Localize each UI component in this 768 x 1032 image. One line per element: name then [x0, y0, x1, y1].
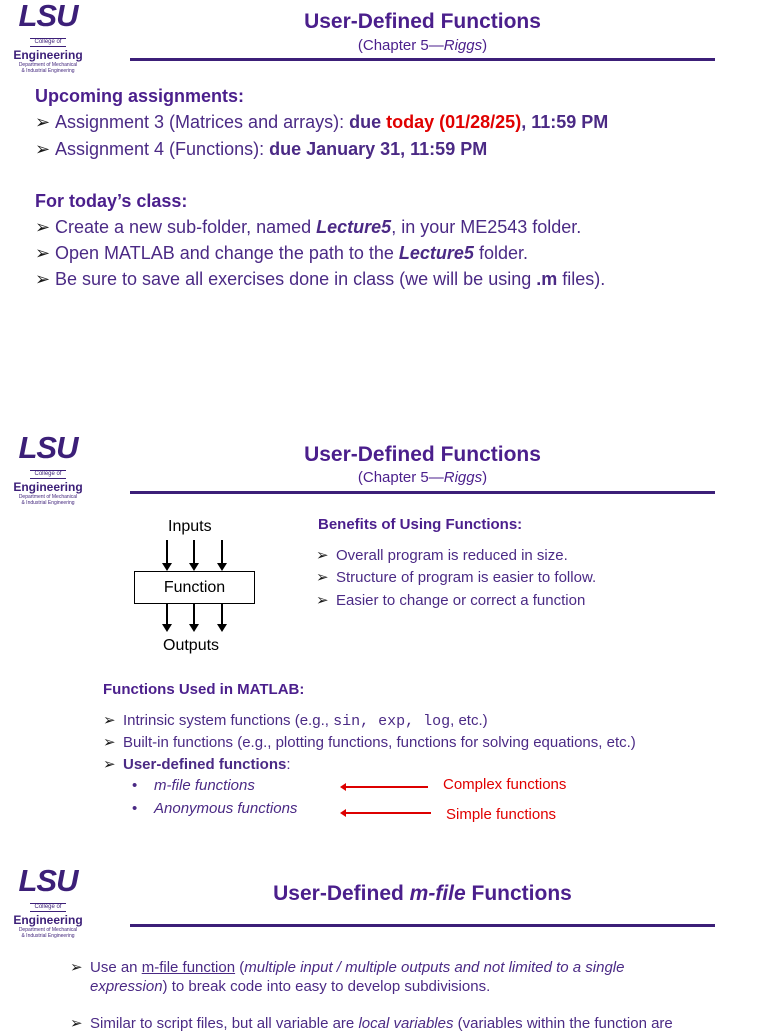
dot-bullet-icon: •: [132, 777, 138, 794]
output-arrow-2: [193, 604, 195, 626]
slide3-rule: [130, 924, 715, 927]
logo-lsu: LSU: [18, 0, 78, 33]
used-item-intrinsic: ➢ Intrinsic system functions (e.g., sin, exp, log, etc.): [103, 712, 488, 730]
slide3-bullet-1: ➢ Use an m-file function (multiple input / multiple outputs and not limited to a single expression) to break code into easy to develop subdivisions.: [70, 959, 625, 995]
lsu-logo: LSU College of Engineering Department of Mechanical & Industrial Engineering: [13, 863, 83, 939]
diagram-outputs-label: Outputs: [163, 637, 220, 654]
note-simple: Simple functions: [446, 806, 557, 823]
arrow-bullet-icon: ➢: [316, 569, 329, 586]
sub-item-anonymous: • Anonymous functions: [132, 800, 298, 817]
output-arrow-3: [221, 604, 223, 626]
today-item-2: ➢ Open MATLAB and change the path to the Lecture5 folder.: [35, 243, 528, 263]
used-heading: Functions Used in MATLAB:: [103, 681, 305, 698]
assignment-3-item: ➢ Assignment 3 (Matrices and arrays): due today (01/28/25), 11:59 PM: [35, 112, 609, 132]
slide1-title: User-Defined Functions: [304, 10, 541, 33]
input-arrow-3: [221, 540, 223, 565]
arrow-bullet-icon: ➢: [316, 547, 329, 564]
subtitle-pre: (Chapter 5—: [357, 37, 444, 54]
subtitle-post: ): [482, 37, 488, 54]
red-arrow-left-icon: [345, 812, 431, 814]
arrow-bullet-icon: ➢: [103, 734, 116, 751]
arrow-bullet-icon: ➢: [35, 139, 51, 159]
benefit-item: ➢ Structure of program is easier to follow.: [316, 569, 597, 586]
lsu-logo: [10, 2, 86, 74]
assignment-4-item: ➢ Assignment 4 (Functions): due January 31, 11:59 PM: [35, 139, 488, 159]
arrow-bullet-icon: ➢: [35, 112, 51, 132]
output-arrow-1: [166, 604, 168, 626]
today-item-1: ➢ Create a new sub-folder, named Lecture5, in your ME2543 folder.: [35, 217, 582, 237]
slide1-subtitle: [130, 37, 715, 54]
arrow-bullet-icon: ➢: [70, 959, 83, 976]
upcoming-heading: Upcoming assignments:: [35, 86, 245, 106]
lsu-logo: LSU College of Engineering Department of Mechanical & Industrial Engineering: [13, 430, 83, 506]
arrow-bullet-icon: ➢: [103, 756, 116, 773]
note-complex: Complex functions: [443, 776, 567, 793]
slide2-title: User-Defined Functions: [304, 443, 541, 466]
logo-dept-1: Department of Mechanical: [18, 62, 78, 68]
benefit-item: ➢ Overall program is reduced in size.: [316, 547, 568, 564]
benefit-item: ➢ Easier to change or correct a function: [316, 592, 586, 609]
diagram-inputs-label: Inputs: [168, 518, 212, 535]
arrow-bullet-icon: ➢: [35, 217, 51, 237]
used-item-builtin: ➢ Built-in functions (e.g., plotting functions, functions for solving equations, etc.): [103, 734, 636, 751]
slide3-bullet-2: ➢ Similar to script files, but all variable are local variables (variables within the function are: [70, 1015, 673, 1032]
logo-engineering: Engineering: [13, 48, 83, 62]
today-heading: For today’s class:: [35, 191, 188, 211]
slide2-subtitle: (Chapter 5—Riggs): [357, 469, 488, 486]
arrow-bullet-icon: ➢: [35, 269, 51, 289]
logo-college: College of: [30, 38, 65, 47]
today-item-3: ➢ Be sure to save all exercises done in class (we will be using .m files).: [35, 269, 606, 289]
input-arrow-1: [166, 540, 168, 565]
logo-dept-2: & Industrial Engineering: [21, 68, 75, 74]
benefits-heading: Benefits of Using Functions:: [318, 516, 523, 533]
slide1-rule: [130, 58, 715, 61]
mfile-function-link[interactable]: m-file function: [141, 959, 236, 976]
used-item-user-defined: ➢ User-defined functions:: [103, 756, 291, 773]
dot-bullet-icon: •: [132, 800, 138, 817]
arrow-bullet-icon: ➢: [316, 592, 329, 609]
arrow-bullet-icon: ➢: [35, 243, 51, 263]
function-box-label: Function: [163, 579, 226, 596]
subtitle-author: Riggs: [443, 37, 483, 54]
function-box: [134, 571, 255, 604]
red-arrow-left-icon: [345, 786, 428, 788]
arrow-bullet-icon: ➢: [103, 712, 116, 729]
sub-item-mfile: • m-file functions: [132, 777, 255, 794]
arrow-bullet-icon: ➢: [70, 1015, 83, 1032]
slide2-rule: [130, 491, 715, 494]
slide3-title: User-Defined m-file Functions: [273, 882, 572, 905]
input-arrow-2: [193, 540, 195, 565]
